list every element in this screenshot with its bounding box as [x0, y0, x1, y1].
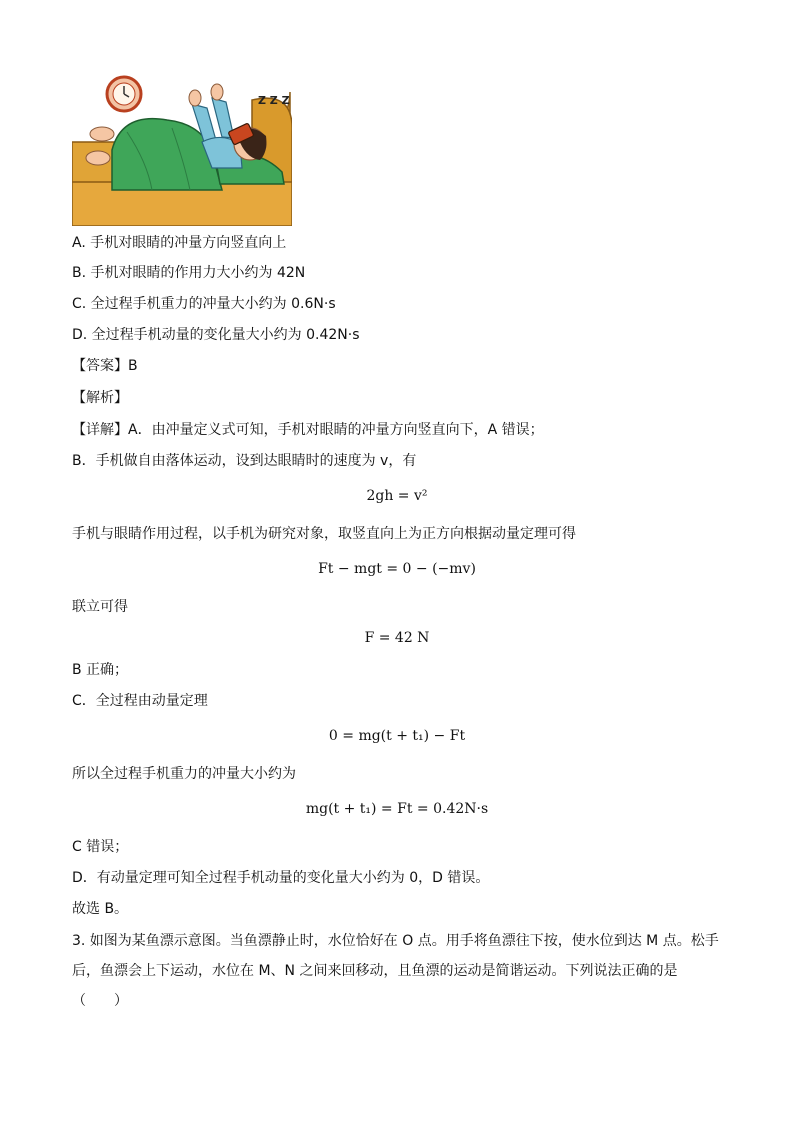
detail-line-7: 所以全过程手机重力的冲量大小约为: [72, 766, 296, 782]
option-c: C. 全过程手机重力的冲量大小约为 0.6N·s: [72, 296, 336, 312]
equation-2: Ft − mgt = 0 − (−mv): [318, 561, 476, 577]
option-a: A. 手机对眼睛的冲量方向竖直向上: [72, 235, 287, 251]
answer-label: 【答案】: [72, 358, 128, 374]
option-b: B. 手机对眼睛的作用力大小约为 42N: [72, 265, 306, 281]
clock-icon: [107, 77, 141, 111]
detail-line-6: C．全过程由动量定理: [72, 693, 208, 709]
equation-3: F = 42 N: [364, 630, 430, 646]
answer-value: B: [128, 358, 138, 374]
detail-line-4: 联立可得: [72, 599, 128, 615]
detail-line-9: D．有动量定理可知全过程手机动量的变化量大小约为 0，D 错误。: [72, 870, 490, 886]
question-3: [72, 926, 722, 1016]
answer-line: [72, 356, 138, 376]
equation-5: mg(t + t₁) = Ft = 0.42N·s: [305, 801, 489, 817]
detail-line-10: 故选 B。: [72, 901, 129, 917]
detail-line-2: B．手机做自由落体运动，设到达眼睛时的速度为 v，有: [72, 453, 417, 469]
detail-line-5: B 正确；: [72, 662, 129, 678]
sleep-zzz-text: Z Z Z: [258, 94, 290, 107]
equation-1: 2gh = v²: [366, 488, 428, 504]
analysis-label: 【解析】: [72, 390, 128, 406]
illustration-phone-falling: [72, 72, 292, 226]
equation-4: 0 = mg(t + t₁) − Ft: [328, 728, 466, 744]
detail-line-1: 【详解】A．由冲量定义式可知，手机对眼睛的冲量方向竖直向下，A 错误；: [72, 422, 544, 438]
option-d: D. 全过程手机动量的变化量大小约为 0.42N·s: [72, 327, 360, 343]
detail-line-8: C 错误；: [72, 839, 129, 855]
detail-line-3: 手机与眼睛作用过程，以手机为研究对象，取竖直向上为正方向根据动量定理可得: [72, 526, 576, 542]
question-3-text: 3. 如图为某鱼漂示意图。当鱼漂静止时，水位恰好在 O 点。用手将鱼漂往下按，使水位到达 M 点。松手后，鱼漂会上下运动，水位在 M、N 之间来回移动，且鱼漂的运动是简谐运动。下列说法正确的是: [72, 933, 719, 979]
question-3-blank: （ ）: [72, 993, 128, 1009]
